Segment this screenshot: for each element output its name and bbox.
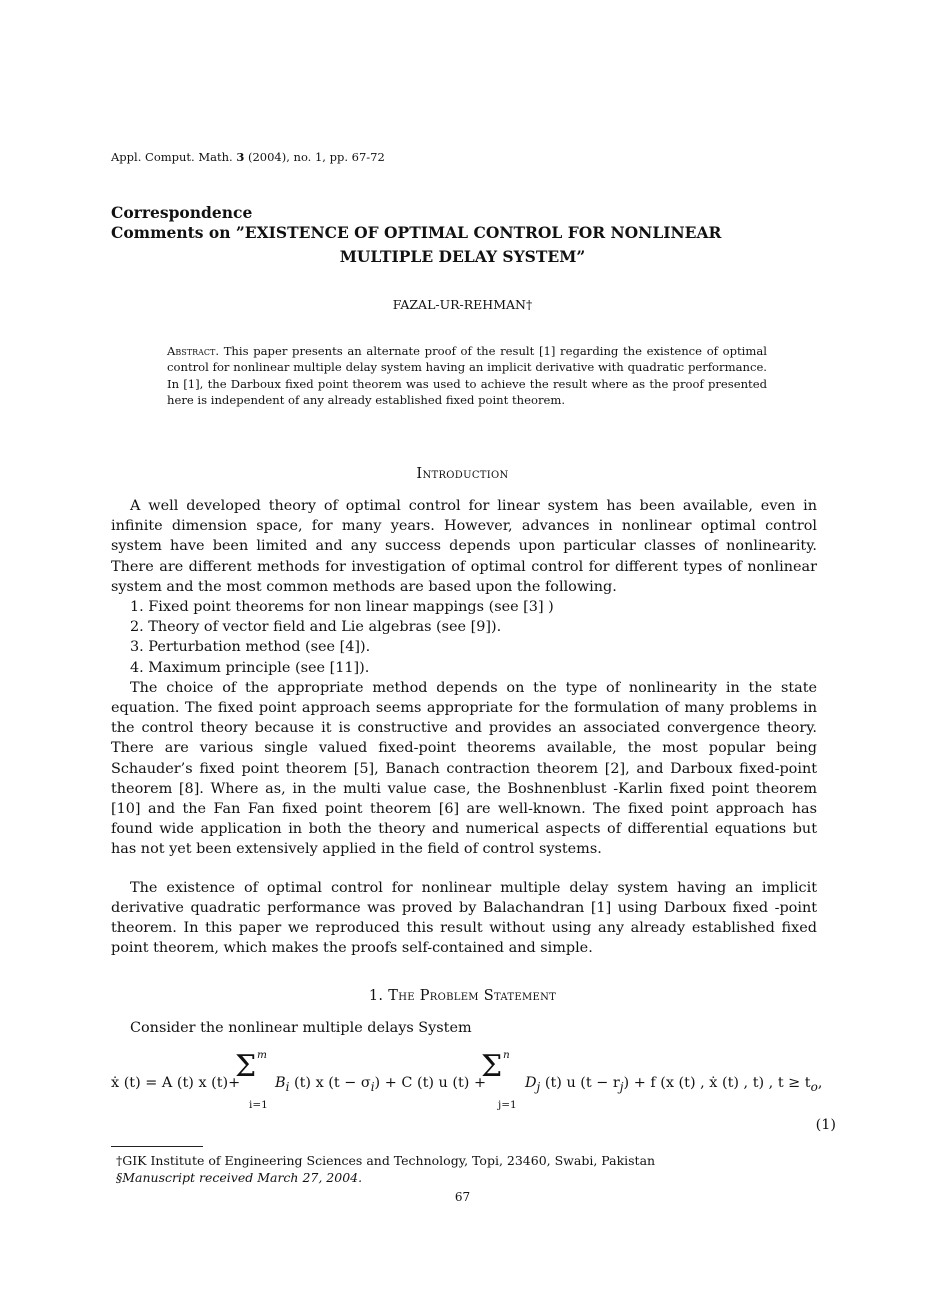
list-item: 4. Maximum principle (see [11]). xyxy=(130,659,370,676)
d-term: D xyxy=(525,1075,537,1091)
introduction-heading: Introduction xyxy=(416,466,509,482)
sum1-upper: m xyxy=(257,1049,267,1061)
equation-middle xyxy=(275,1075,486,1094)
journal-issue: (2004), no. 1, pp. 67-72 xyxy=(248,150,385,164)
journal-citation xyxy=(111,150,385,164)
equation-1 xyxy=(111,1049,836,1133)
equation-tail xyxy=(525,1075,822,1094)
b-subscript: i xyxy=(285,1079,290,1094)
section-label: Correspondence xyxy=(111,203,253,222)
f-term: ) + f (x (t) , ẋ (t) , t) , t ≥ t xyxy=(623,1075,811,1091)
b-term: B xyxy=(275,1075,286,1091)
sum2-upper: n xyxy=(503,1049,510,1061)
list-item: 3. Perturbation method (see [4]). xyxy=(130,639,371,656)
paper-title-line1: Comments on ”EXISTENCE OF OPTIMAL CONTROL FOR NONLINEAR xyxy=(111,223,722,242)
equation-end: , xyxy=(817,1075,823,1091)
footnote-affiliation: †GIK Institute of Engineering Sciences and Technology, Topi, 23460, Swabi, Pakistan xyxy=(116,1153,656,1168)
sigma-subscript: i xyxy=(370,1079,375,1094)
sum-symbol-1: Σ xyxy=(235,1049,257,1084)
intro-paragraph-2: The choice of the appropriate method depends on the type of nonlinearity in the state equation. The fixed point approach seems appropriate for the formulation of many problems in the control theory because it is constructive and provides an associated convergence theory. There are various single valued fixed-point theorems available, the most popular being Schauder’s fixed point theorem [5], Banach contraction theorem [2], and Darboux fixed-point theorem [8]. Where as, in the multi value case, the Boshnenblust -Karlin fixed point theorem [10] and the Fan Fan fixed point theorem [6] are well-known. The fixed point approach has found wide application in both the theory and numerical aspects of differential equations but has not yet been extensively applied in the field of control systems. xyxy=(111,679,817,858)
t0-subscript: o xyxy=(810,1079,818,1094)
intro-paragraph-1: A well developed theory of optimal control for linear system has been available, even in infinite dimension space, for many years. However, advances in nonlinear optimal control system have been limited and any success depends upon particular classes of nonlinearity. There are different methods for investigation of optimal control for different types of nonlinear system and the most common methods are based upon the following. xyxy=(111,498,817,595)
list-item: 2. Theory of vector field and Lie algebras (see [9]). xyxy=(130,619,502,636)
footnote-manuscript: §Manuscript received March 27, 2004. xyxy=(116,1170,363,1185)
intro-paragraph-3: The existence of optimal control for nonlinear multiple delay system having an implicit derivative quadratic performance was proved by Balachandran [1] using Darboux fixed -point theorem. In this paper we reproduced this result without using any already established fixed point theorem, which makes the proofs self-contained and simple. xyxy=(111,879,817,957)
journal-volume: 3 xyxy=(236,150,245,164)
abstract xyxy=(167,343,767,409)
equation-lhs: ẋ (t) = A (t) x (t)+ xyxy=(111,1075,241,1091)
section-1-heading: 1. The Problem Statement xyxy=(368,988,557,1004)
sum-symbol-2: Σ xyxy=(481,1049,503,1084)
d-args: (t) u (t − r xyxy=(540,1075,620,1091)
section-1-intro: Consider the nonlinear multiple delays System xyxy=(130,1020,472,1036)
footnote-divider xyxy=(111,1146,203,1147)
introduction-body xyxy=(111,496,817,958)
b-args: (t) x (t − σ xyxy=(289,1075,371,1091)
journal-name: Appl. Comput. Math. xyxy=(111,150,233,164)
abstract-text: This paper presents an alternate proof of the result [1] regarding the existence of optimal control for nonlinear multiple delay system having an implicit derivative with quadratic performance. In [1], the Darboux fixed point theorem was used to achieve the result where as the proof presented here is independent of any already established fixed point theorem. xyxy=(167,344,768,408)
paper-title-line2: MULTIPLE DELAY SYSTEM” xyxy=(339,247,586,266)
page-number: 67 xyxy=(454,1190,471,1204)
c-term: ) + C (t) u (t) + xyxy=(374,1075,487,1091)
sum1-lower: i=1 xyxy=(249,1099,268,1111)
abstract-label: Abstract. xyxy=(167,344,220,358)
list-item: 1. Fixed point theorems for non linear mappings (see [3] ) xyxy=(130,599,554,616)
d-subscript: j xyxy=(536,1079,541,1094)
author-name: FAZAL-UR-REHMAN† xyxy=(392,297,533,312)
equation-number: (1) xyxy=(815,1117,836,1133)
sum2-lower: j=1 xyxy=(498,1099,517,1111)
r-subscript: j xyxy=(619,1079,624,1094)
